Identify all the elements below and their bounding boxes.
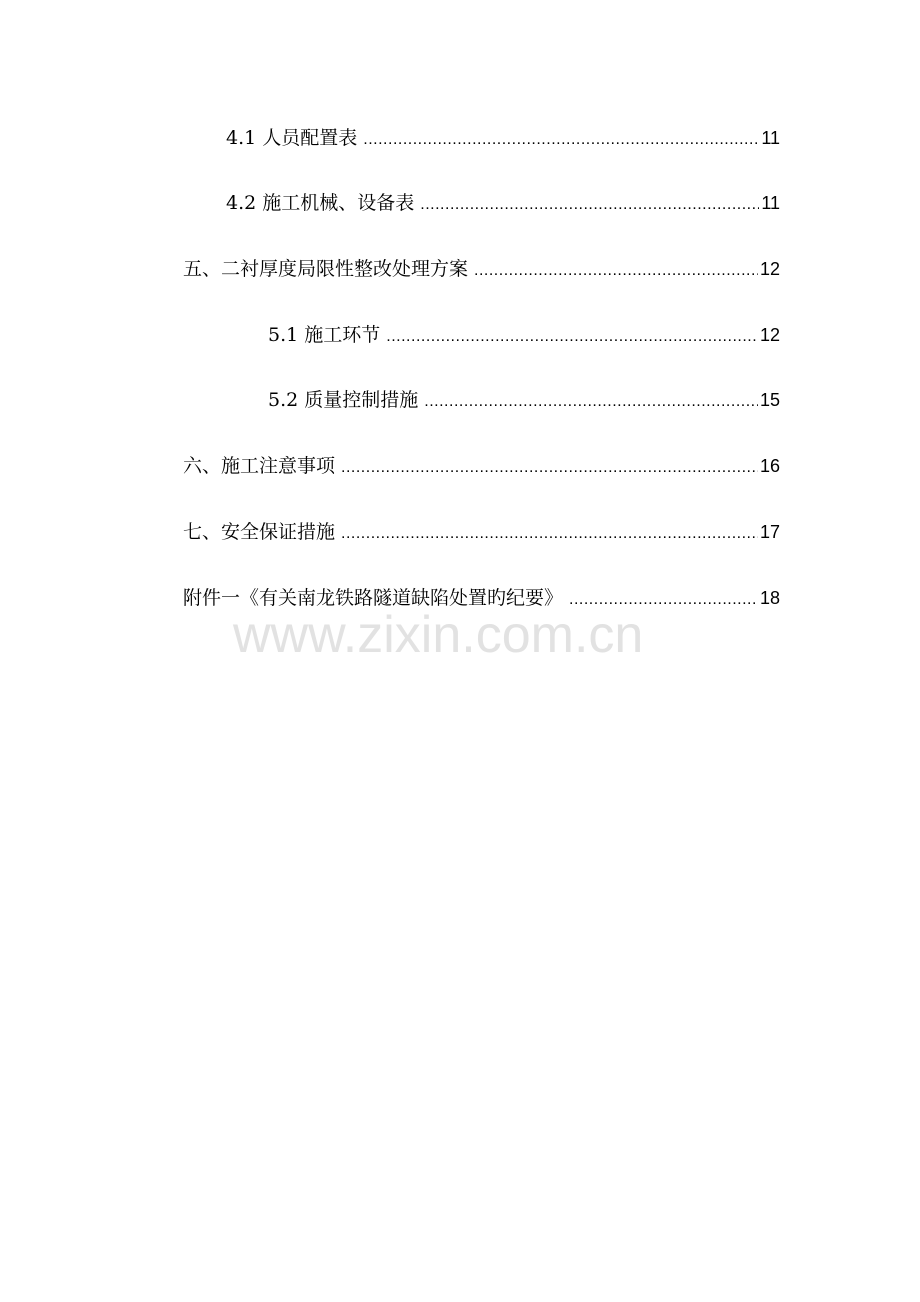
toc-entry-title: 4.1 人员配置表: [226, 127, 358, 149]
toc-entry-4-1[interactable]: [226, 124, 780, 152]
toc-dot-leader: [341, 522, 758, 546]
toc-entry-page: 11: [761, 128, 780, 148]
toc-entry-page: 15: [759, 390, 780, 410]
toc-entry-5-1[interactable]: [268, 321, 780, 349]
toc-entry-page: 17: [759, 522, 780, 542]
toc-entry-page: 16: [759, 456, 780, 476]
toc-entry-section-6[interactable]: [183, 452, 780, 480]
watermark: www.zixin.com.cn: [233, 606, 644, 664]
toc-entry-title: 附件一《有关南龙铁路隧道缺陷处置旳纪要》: [183, 587, 564, 609]
toc-dot-leader: [474, 259, 758, 283]
toc-entry-title: 5.2 质量控制措施: [268, 389, 419, 411]
toc-entry-page: 12: [759, 325, 780, 345]
toc-entry-title: 五、二衬厚度局限性整改处理方案: [183, 258, 469, 280]
toc-dot-leader: [363, 128, 759, 152]
toc-dot-leader: [341, 456, 758, 480]
toc-entry-page: 11: [761, 193, 780, 213]
toc-entry-title: 5.1 施工环节: [268, 324, 381, 346]
toc-entry-title: 六、施工注意事项: [183, 455, 336, 477]
toc-entry-4-2[interactable]: [226, 189, 780, 217]
toc-entry-section-7[interactable]: [183, 518, 780, 546]
toc-entry-page: 12: [759, 259, 780, 279]
toc-entry-page: 18: [759, 588, 780, 608]
toc-entry-title: 七、安全保证措施: [183, 521, 336, 543]
toc-entry-section-5[interactable]: [183, 255, 780, 283]
toc-dot-leader: [386, 325, 758, 349]
toc-entry-title: 4.2 施工机械、设备表: [226, 192, 415, 214]
toc-dot-leader: [420, 193, 759, 217]
toc-dot-leader: [424, 390, 758, 414]
toc-entry-5-2[interactable]: [268, 386, 780, 414]
